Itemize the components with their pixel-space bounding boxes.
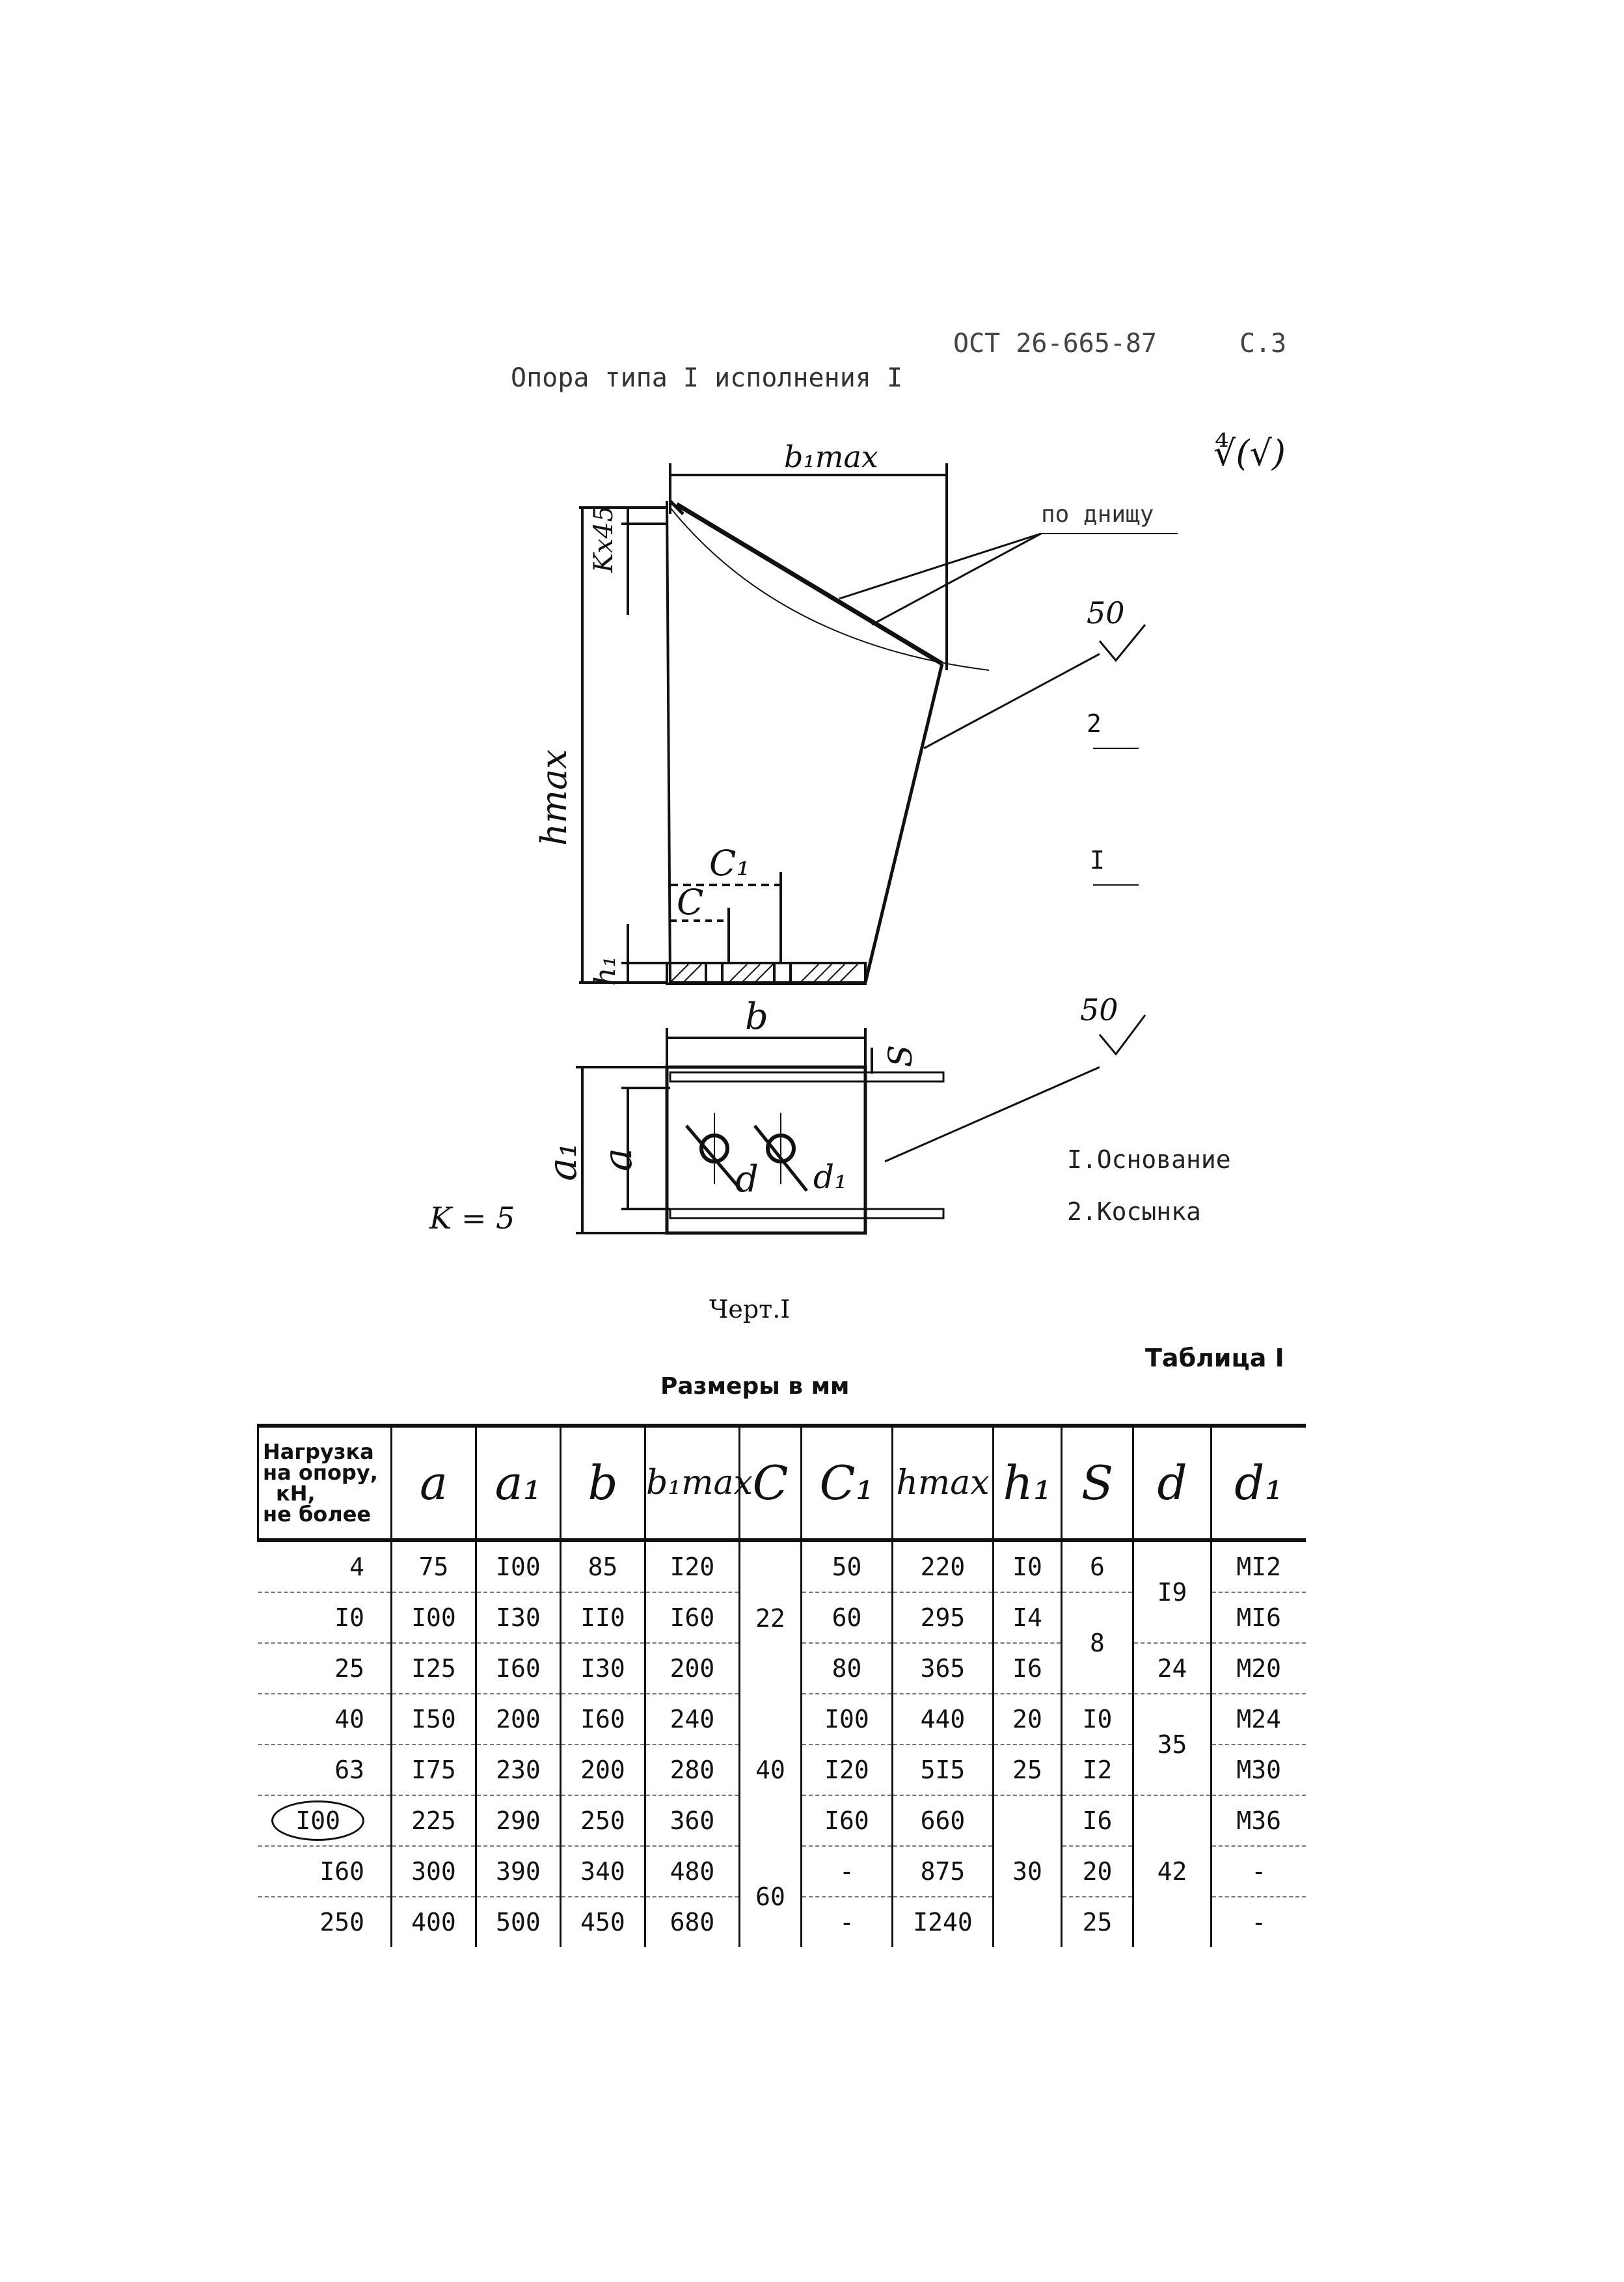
header-b: b (561, 1426, 645, 1540)
cell-a: 300 (392, 1846, 476, 1897)
cell-b: II0 (561, 1592, 645, 1643)
callout-part-1: I (1090, 846, 1105, 875)
cell-load: 40 (258, 1694, 392, 1745)
cell-b1max: 200 (645, 1643, 740, 1694)
page-number: С.3 (1239, 329, 1287, 359)
label-s: S (882, 1044, 919, 1067)
header-load (258, 1426, 392, 1540)
label-a: a (595, 1148, 641, 1171)
cell-c1: - (802, 1897, 893, 1947)
weld-mark-bottom: 50 (1080, 992, 1118, 1027)
cell-hmax: 660 (893, 1795, 994, 1846)
drawing-title: Опора типа I исполнения I (511, 363, 903, 393)
cell-s: 20 (1062, 1846, 1133, 1897)
label-h1: h₁ (589, 956, 622, 986)
cell-a1: 200 (476, 1694, 561, 1745)
cell-b1max: 680 (645, 1897, 740, 1947)
cell-s: 25 (1062, 1897, 1133, 1947)
cell-d1: MI2 (1211, 1540, 1306, 1592)
cell-hmax: 365 (893, 1643, 994, 1694)
cell-b1max: 240 (645, 1694, 740, 1745)
cell-hmax: I240 (893, 1897, 994, 1947)
table-row (258, 1540, 1306, 1592)
callout-part-2: 2 (1087, 709, 1102, 738)
roughness-symbol: ∜(√) (1213, 433, 1286, 474)
label-k: K = 5 (429, 1201, 515, 1236)
cell-d1: M30 (1211, 1745, 1306, 1795)
cell-s: I0 (1062, 1694, 1133, 1745)
cell-b: 450 (561, 1897, 645, 1947)
vessel-bottom-curve (670, 508, 989, 670)
label-b1max: b₁max (784, 439, 878, 474)
cell-b: I60 (561, 1694, 645, 1745)
cell-s-merged: 8 (1062, 1592, 1133, 1694)
cell-a: 225 (392, 1795, 476, 1846)
cell-load: 250 (319, 1908, 364, 1936)
cell-a1: 500 (476, 1897, 561, 1947)
cell-hmax: 295 (893, 1592, 994, 1643)
cell-h1: I4 (994, 1592, 1062, 1643)
cell-b: 340 (561, 1846, 645, 1897)
header-load-line: кН, (276, 1481, 316, 1506)
table-units: Размеры в мм (660, 1373, 850, 1400)
cell-load: I0 (258, 1592, 392, 1643)
cell-b1max: I20 (645, 1540, 740, 1592)
cell-d-merged: I9 (1133, 1540, 1211, 1643)
dimensions-table (257, 1424, 1306, 1947)
cell-c-merged: 60 (740, 1846, 802, 1947)
table-row (258, 1694, 1306, 1745)
cell-d: 24 (1133, 1643, 1211, 1694)
header-load-line: не более (263, 1502, 372, 1527)
gusset-plan-bottom (670, 1209, 943, 1218)
cell-load-circled (258, 1795, 392, 1846)
cell-s: 6 (1062, 1540, 1133, 1592)
cell-a1: 230 (476, 1745, 561, 1795)
cell-b1max: 280 (645, 1745, 740, 1795)
cell-c1: I20 (802, 1745, 893, 1795)
cell-h1: 25 (994, 1745, 1062, 1795)
cell-c-merged: 40 (740, 1694, 802, 1846)
circled-load-value: I00 (271, 1800, 364, 1841)
cell-a: 400 (392, 1897, 476, 1947)
drawing-caption: Черт.I (709, 1295, 791, 1324)
gusset-top-edge (677, 504, 942, 664)
header-s: S (1062, 1426, 1133, 1540)
cell-b: 200 (561, 1745, 645, 1795)
cell-h1: I6 (994, 1643, 1062, 1694)
cell-hmax: 440 (893, 1694, 994, 1745)
legend-item-2: 2.Косынка (1067, 1197, 1201, 1226)
cell-d1: M36 (1211, 1795, 1306, 1846)
cell-a1: 290 (476, 1795, 561, 1846)
cell-c1: 50 (802, 1540, 893, 1592)
cell-hmax: 5I5 (893, 1745, 994, 1795)
cell-d1: M20 (1211, 1643, 1306, 1694)
cell-a1: I30 (476, 1592, 561, 1643)
cell-h1-merged: 30 (994, 1795, 1062, 1947)
cell-d1: M24 (1211, 1694, 1306, 1745)
header-load-line: на опору, (263, 1460, 378, 1485)
cell-d1: - (1211, 1897, 1306, 1947)
cell-b: 250 (561, 1795, 645, 1846)
header-hmax: hmax (893, 1426, 994, 1540)
label-kx45: Kx45 (589, 505, 619, 573)
cell-load: 4 (258, 1540, 392, 1592)
cell-d-merged: 42 (1133, 1795, 1211, 1947)
cell-c1: - (802, 1846, 893, 1897)
cell-c-merged: 22 (740, 1540, 802, 1694)
legend-item-1: I.Основание (1067, 1145, 1231, 1174)
weld-mark-top: 50 (1087, 595, 1125, 631)
cell-load: 25 (258, 1643, 392, 1694)
cell-b1max: 480 (645, 1846, 740, 1897)
label-d1: d₁ (813, 1158, 848, 1196)
cell-b1max: I60 (645, 1592, 740, 1643)
table-label: Таблица I (1145, 1344, 1284, 1372)
cell-c1: 60 (802, 1592, 893, 1643)
cell-a1: 390 (476, 1846, 561, 1897)
header-c1: C₁ (802, 1426, 893, 1540)
label-hmax: hmax (534, 749, 575, 846)
cell-d-merged: 35 (1133, 1694, 1211, 1795)
header-a: a (392, 1426, 476, 1540)
cell-c1: I60 (802, 1795, 893, 1846)
label-d: d (735, 1158, 759, 1201)
cell-a: I50 (392, 1694, 476, 1745)
header-b1max: b₁max (645, 1426, 740, 1540)
cell-d1: MI6 (1211, 1592, 1306, 1643)
cell-a: I00 (392, 1592, 476, 1643)
gusset-plan-top (670, 1072, 943, 1081)
cell-c1: 80 (802, 1643, 893, 1694)
cell-hmax: 875 (893, 1846, 994, 1897)
cell-s: I2 (1062, 1745, 1133, 1795)
header-load-line: Нагрузка (263, 1439, 374, 1464)
cell-load: 63 (258, 1745, 392, 1795)
cell-b1max: 360 (645, 1795, 740, 1846)
cell-hmax: 220 (893, 1540, 994, 1592)
header-h1: h₁ (994, 1426, 1062, 1540)
callout-bottom: по днищу (1041, 501, 1154, 528)
header-c: C (740, 1426, 802, 1540)
cell-d1: - (1211, 1846, 1306, 1897)
standard-number: ОСТ 26-665-87 (953, 329, 1157, 359)
cell-a1: I60 (476, 1643, 561, 1694)
label-c1: C₁ (709, 843, 750, 884)
header-d: d (1133, 1426, 1211, 1540)
table-header-row (258, 1426, 1306, 1540)
cell-a: 75 (392, 1540, 476, 1592)
cell-a1: I00 (476, 1540, 561, 1592)
cell-b: I30 (561, 1643, 645, 1694)
header-a1: a₁ (476, 1426, 561, 1540)
cell-a: I25 (392, 1643, 476, 1694)
cell-h1: I0 (994, 1540, 1062, 1592)
label-c: C (677, 882, 704, 923)
cell-s: I6 (1062, 1795, 1133, 1846)
cell-load: I60 (258, 1846, 392, 1897)
gusset-slanted-edge (865, 664, 942, 983)
cell-a: I75 (392, 1745, 476, 1795)
cell-h1: 20 (994, 1694, 1062, 1745)
label-a1: a₁ (540, 1142, 586, 1181)
header-d1: d₁ (1211, 1426, 1306, 1540)
cell-b: 85 (561, 1540, 645, 1592)
cell-c1: I00 (802, 1694, 893, 1745)
label-b: b (745, 996, 768, 1038)
